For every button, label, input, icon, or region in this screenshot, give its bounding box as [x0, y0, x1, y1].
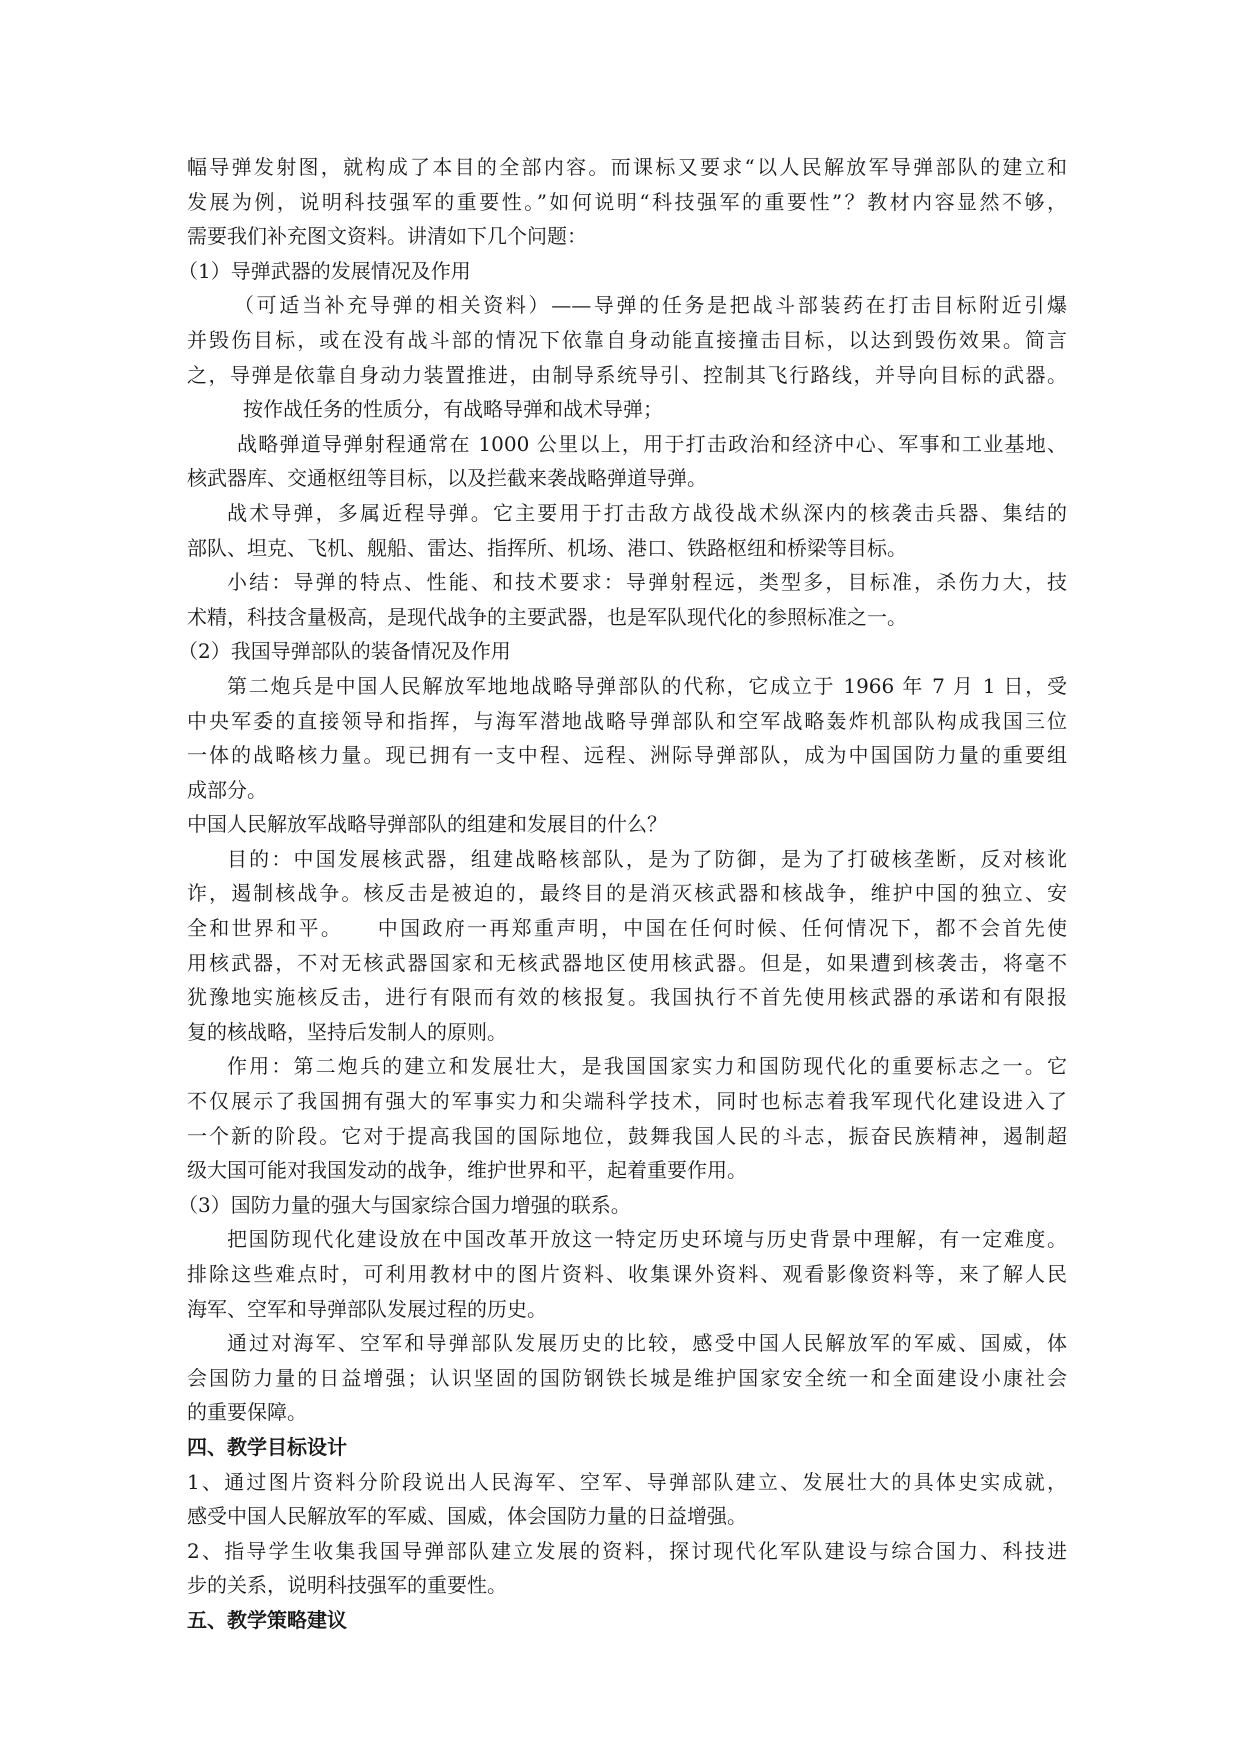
section-heading: 五、教学策略建议: [187, 1607, 347, 1632]
text-line: 战术导弹，多属近程导弹。它主要用于打击敌方战役战术纵深内的核袭击兵器、集结的: [227, 500, 1067, 525]
text-line: （3）国防力量的强大与国家综合国力增强的联系。: [178, 1192, 631, 1217]
text-line: 第二炮兵是中国人民解放军地地战略导弹部队的代称，它成立于 1966 年 7 月 1 日，受: [227, 673, 1067, 698]
text-line: 排除这些难点时，可利用教材中的图片资料、收集课外资料、观看影像资料等，来了解人民: [187, 1262, 1067, 1286]
text-line: 部队、坦克、飞机、舰船、雷达、指挥所、机场、港口、铁路枢纽和桥梁等目标。: [187, 535, 907, 560]
text-line: 用核武器，不对无核武器国家和无核武器地区使用核武器。但是，如果遭到核袭击，将毫不: [187, 950, 1067, 975]
text-line: 术精，科技含量极高，是现代战争的主要武器，也是军队现代化的参照标准之一。: [187, 604, 907, 629]
text-line: 需要我们补充图文资料。讲清如下几个问题：: [187, 224, 587, 249]
text-line: 中央军委的直接领导和指挥，与海军潜地战略导弹部队和空军战略轰炸机部队构成我国三位: [187, 708, 1067, 733]
text-line: 海军、空军和导弹部队发展过程的历史。: [187, 1296, 547, 1321]
text-line: 成部分。: [187, 777, 267, 802]
text-line: 诈，遏制核战争。核反击是被迫的，最终目的是消灭核武器和核战争，维护中国的独立、安: [187, 881, 1067, 906]
text-line: 核武器库、交通枢纽等目标，以及拦截来袭战略弹道导弹。: [187, 466, 707, 491]
text-line: 发展为例，说明科技强军的重要性。”如何说明“科技强军的重要性”？教材内容显然不够，: [187, 189, 1067, 214]
text-line: 不仅展示了我国拥有强大的军事实力和尖端科学技术，同时也标志着我军现代化建设进入了: [187, 1089, 1067, 1114]
text-line: 会国防力量的日益增强；认识坚固的国防钢铁长城是维护国家安全统一和全面建设小康社会: [187, 1365, 1067, 1390]
text-line: 步的关系，说明科技强军的重要性。: [187, 1573, 507, 1598]
text-line: 战略弹道导弹射程通常在 1000 公里以上，用于打击政治和经济中心、军事和工业基地、: [237, 431, 1067, 456]
text-line: 作用：第二炮兵的建立和发展壮大，是我国国家实力和国防现代化的重要标志之一。它: [227, 1054, 1067, 1079]
text-line: （2）我国导弹部队的装备情况及作用: [178, 639, 511, 664]
text-line: 全和世界和平。 中国政府一再郑重声明，中国在任何时候、任何情况下，都不会首先使: [187, 916, 1067, 941]
text-line: 按作战任务的性质分，有战略导弹和战术导弹；: [243, 397, 663, 422]
text-line: 感受中国人民解放军的军威、国威，体会国防力量的日益增强。: [187, 1504, 747, 1529]
text-line: 把国防现代化建设放在中国改革开放这一特定历史环境与历史背景中理解，有一定难度。: [227, 1227, 1067, 1252]
text-line: 小结：导弹的特点、性能、和技术要求：导弹射程远，类型多，目标准，杀伤力大，技: [227, 570, 1067, 595]
text-line: 的重要保障。: [187, 1400, 307, 1425]
text-line: 通过对海军、空军和导弹部队发展历史的比较，感受中国人民解放军的军威、国威，体: [227, 1331, 1067, 1356]
text-line: 一体的战略核力量。现已拥有一支中程、远程、洲际导弹部队，成为中国国防力量的重要组: [187, 743, 1067, 768]
section-heading: 四、教学目标设计: [187, 1434, 347, 1459]
text-line: 并毁伤目标，或在没有战斗部的情况下依靠自身动能直接撞击目标，以达到毁伤效果。简言: [187, 327, 1067, 352]
text-line: （1）导弹武器的发展情况及作用: [178, 258, 471, 283]
text-line: 之，导弹是依靠自身动力装置推进，由制导系统导引、控制其飞行路线，并导向目标的武器。: [187, 362, 1067, 387]
text-line: 幅导弹发射图，就构成了本目的全部内容。而课标又要求“以人民解放军导弹部队的建立和: [187, 155, 1067, 179]
text-line: 目的：中国发展核武器，组建战略核部队，是为了防御，是为了打破核垄断，反对核讹: [227, 846, 1067, 871]
text-line: 1、通过图片资料分阶段说出人民海军、空军、导弹部队建立、发展壮大的具体史实成就，: [187, 1469, 1067, 1494]
text-line: 中国人民解放军战略导弹部队的组建和发展目的什么？: [187, 812, 667, 837]
text-line: 2、指导学生收集我国导弹部队建立发展的资料，探讨现代化军队建设与综合国力、科技进: [187, 1538, 1067, 1563]
text-line: 级大国可能对我国发动的战争，维护世界和平，起着重要作用。: [187, 1158, 747, 1183]
text-line: 犹豫地实施核反击，进行有限而有效的核报复。我国执行不首先使用核武器的承诺和有限报: [187, 985, 1067, 1010]
text-line: （可适当补充导弹的相关资料）——导弹的任务是把战斗部装药在打击目标附近引爆: [234, 293, 1067, 318]
text-line: 一个新的阶段。它对于提高我国的国际地位，鼓舞我国人民的斗志，振奋民族精神，遏制超: [187, 1123, 1067, 1148]
text-line: 复的核战略，坚持后发制人的原则。: [187, 1019, 507, 1044]
document-page: [178, 150, 1067, 1638]
